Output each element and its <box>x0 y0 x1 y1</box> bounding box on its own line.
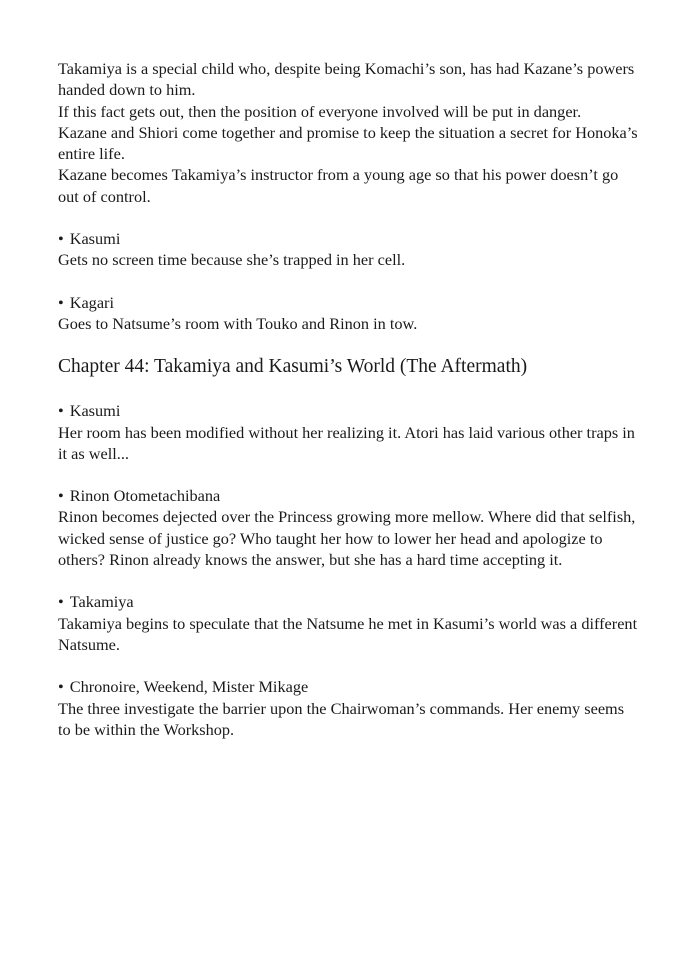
entry-text: Goes to Natsume’s room with Touko and Rinon in tow. <box>58 313 418 333</box>
entry-text: Gets no screen time because she’s trapped in her cell. <box>58 250 406 270</box>
bullet-marker: • <box>58 229 64 249</box>
entry-takamiya <box>58 591 638 655</box>
spacer <box>58 334 638 354</box>
spacer <box>58 570 638 591</box>
bullet-marker: • <box>58 592 64 612</box>
spacer <box>58 380 638 400</box>
intro-paragraph: Kazane and Shiori come together and promise to keep the situation a secret for Honoka’s entire life. <box>58 122 638 164</box>
bullet-marker: • <box>58 677 64 697</box>
entry-name: Chronoire, Weekend, Mister Mikage <box>69 677 309 697</box>
bullet-marker: • <box>58 292 64 312</box>
intro-paragraph: If this fact gets out, then the position of everyone involved will be put in danger. <box>58 101 582 121</box>
bullet-marker: • <box>58 401 64 421</box>
entry-rinon <box>58 485 638 570</box>
entry-kagari <box>58 292 638 335</box>
document-page <box>58 58 638 740</box>
entry-text: The three investigate the barrier upon the Chairwoman’s commands. Her enemy seems to be within the Workshop. <box>58 698 625 739</box>
entry-text: Her room has been modified without her realizing it. Atori has laid various other traps in it as well... <box>58 422 635 463</box>
entry-name: Takamiya <box>69 592 134 612</box>
spacer <box>58 207 638 228</box>
intro-paragraph: Kazane becomes Takamiya’s instructor from a young age so that his power doesn’t go out of control. <box>58 165 619 206</box>
spacer <box>58 464 638 485</box>
entry-name: Kagari <box>69 292 114 312</box>
entry-kasumi <box>58 228 638 271</box>
intro-block <box>58 58 638 207</box>
spacer <box>58 271 638 292</box>
entry-name: Kasumi <box>69 229 121 249</box>
entry-text: Takamiya begins to speculate that the Natsume he met in Kasumi’s world was a different Natsume. <box>58 613 638 654</box>
bullet-marker: • <box>58 486 64 506</box>
entry-text: Rinon becomes dejected over the Princess growing more mellow. Where did that selfish, wicked sense of justice go? Who taught her how to lower her head and apologize to others? Rinon already knows the answer, but she has a hard time accepting it. <box>58 507 636 570</box>
chapter-heading: Chapter 44: Takamiya and Kasumi’s World (The Aftermath) <box>58 356 528 378</box>
entry-name: Rinon Otometachibana <box>69 486 221 506</box>
intro-paragraph: Takamiya is a special child who, despite being Komachi’s son, has had Kazane’s powers handed down to him. <box>58 59 635 100</box>
entry-chronoire-group <box>58 676 638 740</box>
entry-name: Kasumi <box>69 401 121 421</box>
entry-kasumi-ch44 <box>58 400 638 464</box>
spacer <box>58 655 638 676</box>
